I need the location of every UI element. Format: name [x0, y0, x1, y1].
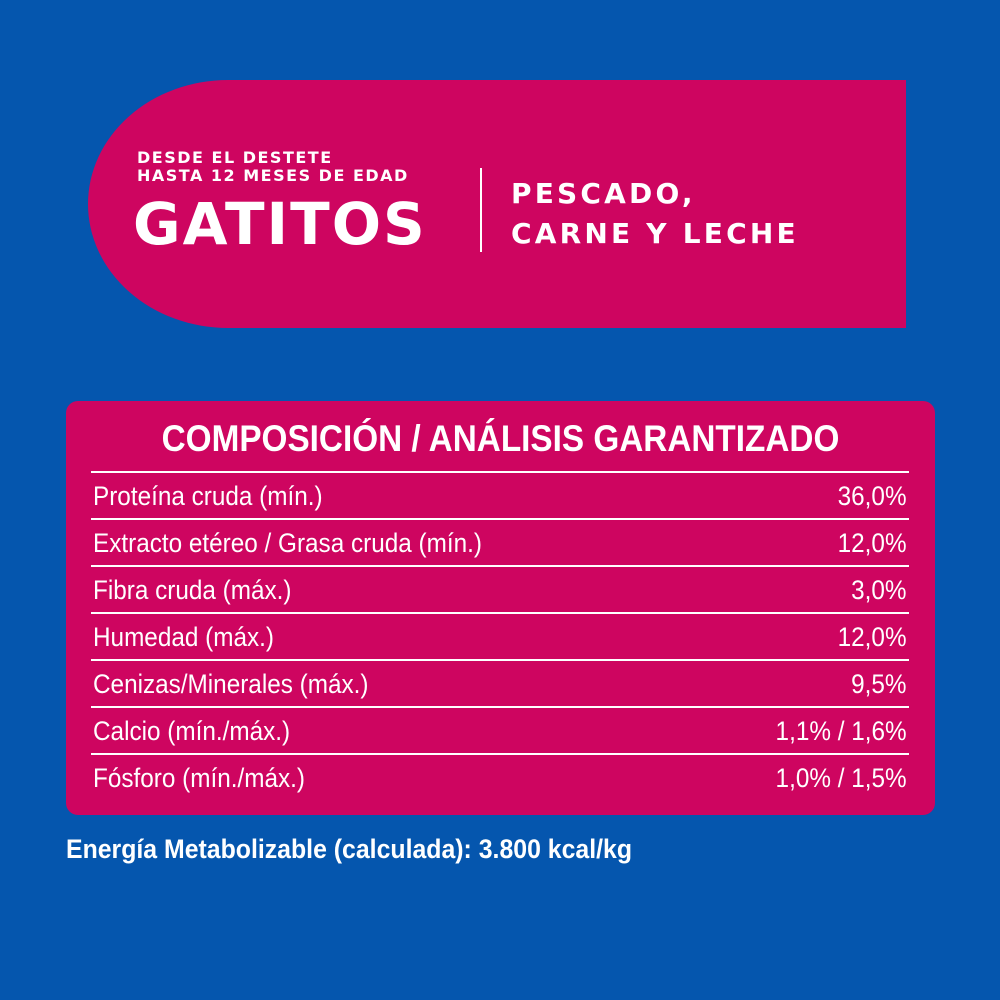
composition-table: [91, 471, 909, 800]
table-row: [91, 706, 909, 753]
row-label: Proteína cruda (mín.): [93, 481, 323, 511]
row-value: 1,1% / 1,6%: [775, 716, 907, 746]
row-label: Calcio (mín./máx.): [93, 716, 291, 746]
row-value: 3,0%: [851, 575, 907, 605]
age-tagline: [137, 149, 457, 185]
row-value: 1,0% / 1,5%: [775, 763, 907, 793]
table-row: [91, 565, 909, 612]
flavor-text: [511, 174, 799, 254]
table-row: [91, 753, 909, 800]
row-value: 36,0%: [838, 481, 907, 511]
row-label: Cenizas/Minerales (máx.): [93, 669, 369, 699]
row-value: 12,0%: [838, 622, 907, 652]
row-label: Extracto etéreo / Grasa cruda (mín.): [93, 528, 482, 558]
row-label: Fósforo (mín./máx.): [93, 763, 305, 793]
composition-title: COMPOSICIÓN / ANÁLISIS GARANTIZADO: [161, 418, 840, 459]
table-row: [91, 471, 909, 518]
row-value: 12,0%: [838, 528, 907, 558]
table-row: [91, 518, 909, 565]
flavor-line-2: CARNE Y LECHE: [511, 217, 799, 250]
row-label: Fibra cruda (máx.): [93, 575, 292, 605]
tagline-line-1: DESDE EL DESTETE: [137, 148, 333, 167]
flavor-line-1: PESCADO,: [511, 177, 696, 210]
row-value: 9,5%: [851, 669, 907, 699]
row-label: Humedad (máx.): [93, 622, 274, 652]
energy-note: Energía Metabolizable (calculada): 3.800 kcal/kg: [66, 834, 633, 864]
table-row: [91, 612, 909, 659]
table-row: [91, 659, 909, 706]
title-divider: [480, 168, 482, 252]
product-title: GATITOS: [133, 190, 427, 258]
tagline-line-2: HASTA 12 MESES DE EDAD: [137, 166, 409, 185]
